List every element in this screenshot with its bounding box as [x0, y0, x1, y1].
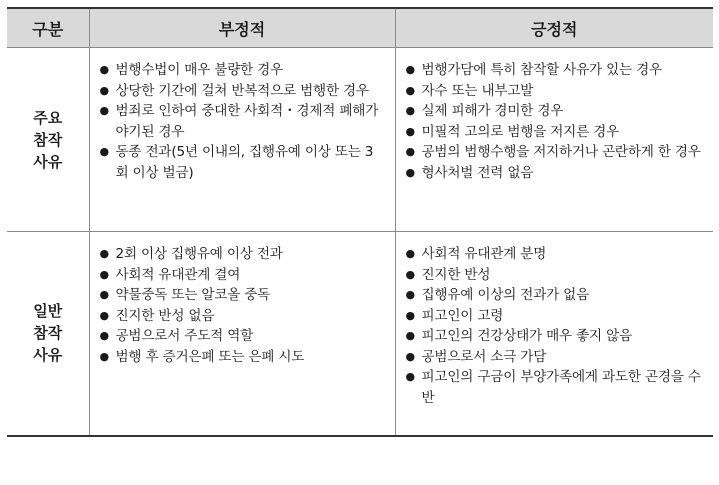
negative-list-major: [100, 60, 385, 183]
negative-cell-general: [89, 232, 395, 436]
positive-cell-general: [395, 232, 713, 436]
list-item: ● 실제 피해가 경미한 경우: [406, 101, 704, 122]
list-item: ● 형사처벌 전력 없음: [406, 163, 704, 184]
table-row-major: [7, 48, 713, 232]
list-item: ● 공범으로서 주도적 역할: [100, 326, 385, 347]
header-positive: 긍정적: [395, 8, 713, 48]
list-item: ● 공범의 범행수행을 저지하거나 곤란하게 한 경우: [406, 142, 704, 163]
list-item: ● 공범으로서 소극 가담: [406, 347, 704, 368]
list-item: ● 동종 전과(5년 이내의, 집행유예 이상 또는 3회 이상 벌금): [100, 142, 385, 183]
list-item: ● 피고인의 건강상태가 매우 좋지 않음: [406, 326, 704, 347]
header-negative: 부정적: [89, 8, 395, 48]
list-item: ● 범행가담에 특히 참작할 사유가 있는 경우: [406, 60, 704, 81]
list-item: ● 자수 또는 내부고발: [406, 81, 704, 102]
positive-list-general: [406, 244, 704, 408]
list-item: ● 2회 이상 집행유예 이상 전과: [100, 244, 385, 265]
list-item: ● 진지한 반성: [406, 265, 704, 286]
row-label-general: [7, 232, 89, 436]
list-item: ● 집행유예 이상의 전과가 없음: [406, 285, 704, 306]
list-item: ● 피고인의 구금이 부양가족에게 과도한 곤경을 수반: [406, 367, 704, 408]
header-row: [7, 8, 713, 48]
list-item: ● 범죄로 인하여 중대한 사회적・경제적 폐해가 야기된 경우: [100, 101, 385, 142]
negative-list-general: [100, 244, 385, 367]
row-label-line: 일반: [33, 302, 63, 321]
list-item: ● 사회적 유대관계 분명: [406, 244, 704, 265]
row-label-line: 참작: [33, 130, 63, 149]
row-label-major: [7, 48, 89, 232]
positive-cell-major: [395, 48, 713, 232]
list-item: ● 미필적 고의로 범행을 저지른 경우: [406, 122, 704, 143]
row-label-line: 참작: [33, 324, 63, 343]
row-label-line: 사유: [33, 346, 63, 365]
list-item: ● 약물중독 또는 알코올 중독: [100, 285, 385, 306]
list-item: ● 진지한 반성 없음: [100, 306, 385, 327]
list-item: ● 사회적 유대관계 결여: [100, 265, 385, 286]
negative-cell-major: [89, 48, 395, 232]
list-item: ● 범행수법이 매우 불량한 경우: [100, 60, 385, 81]
positive-list-major: [406, 60, 704, 183]
list-item: ● 상당한 기간에 걸쳐 반복적으로 범행한 경우: [100, 81, 385, 102]
row-label-line: 사유: [33, 152, 63, 171]
sentencing-factors-table: [7, 7, 713, 437]
table-row-general: [7, 232, 713, 436]
row-label-line: 주요: [33, 108, 63, 127]
list-item: ● 범행 후 증거은폐 또는 은폐 시도: [100, 347, 385, 368]
header-category: 구분: [7, 8, 89, 48]
list-item: ● 피고인이 고령: [406, 306, 704, 327]
